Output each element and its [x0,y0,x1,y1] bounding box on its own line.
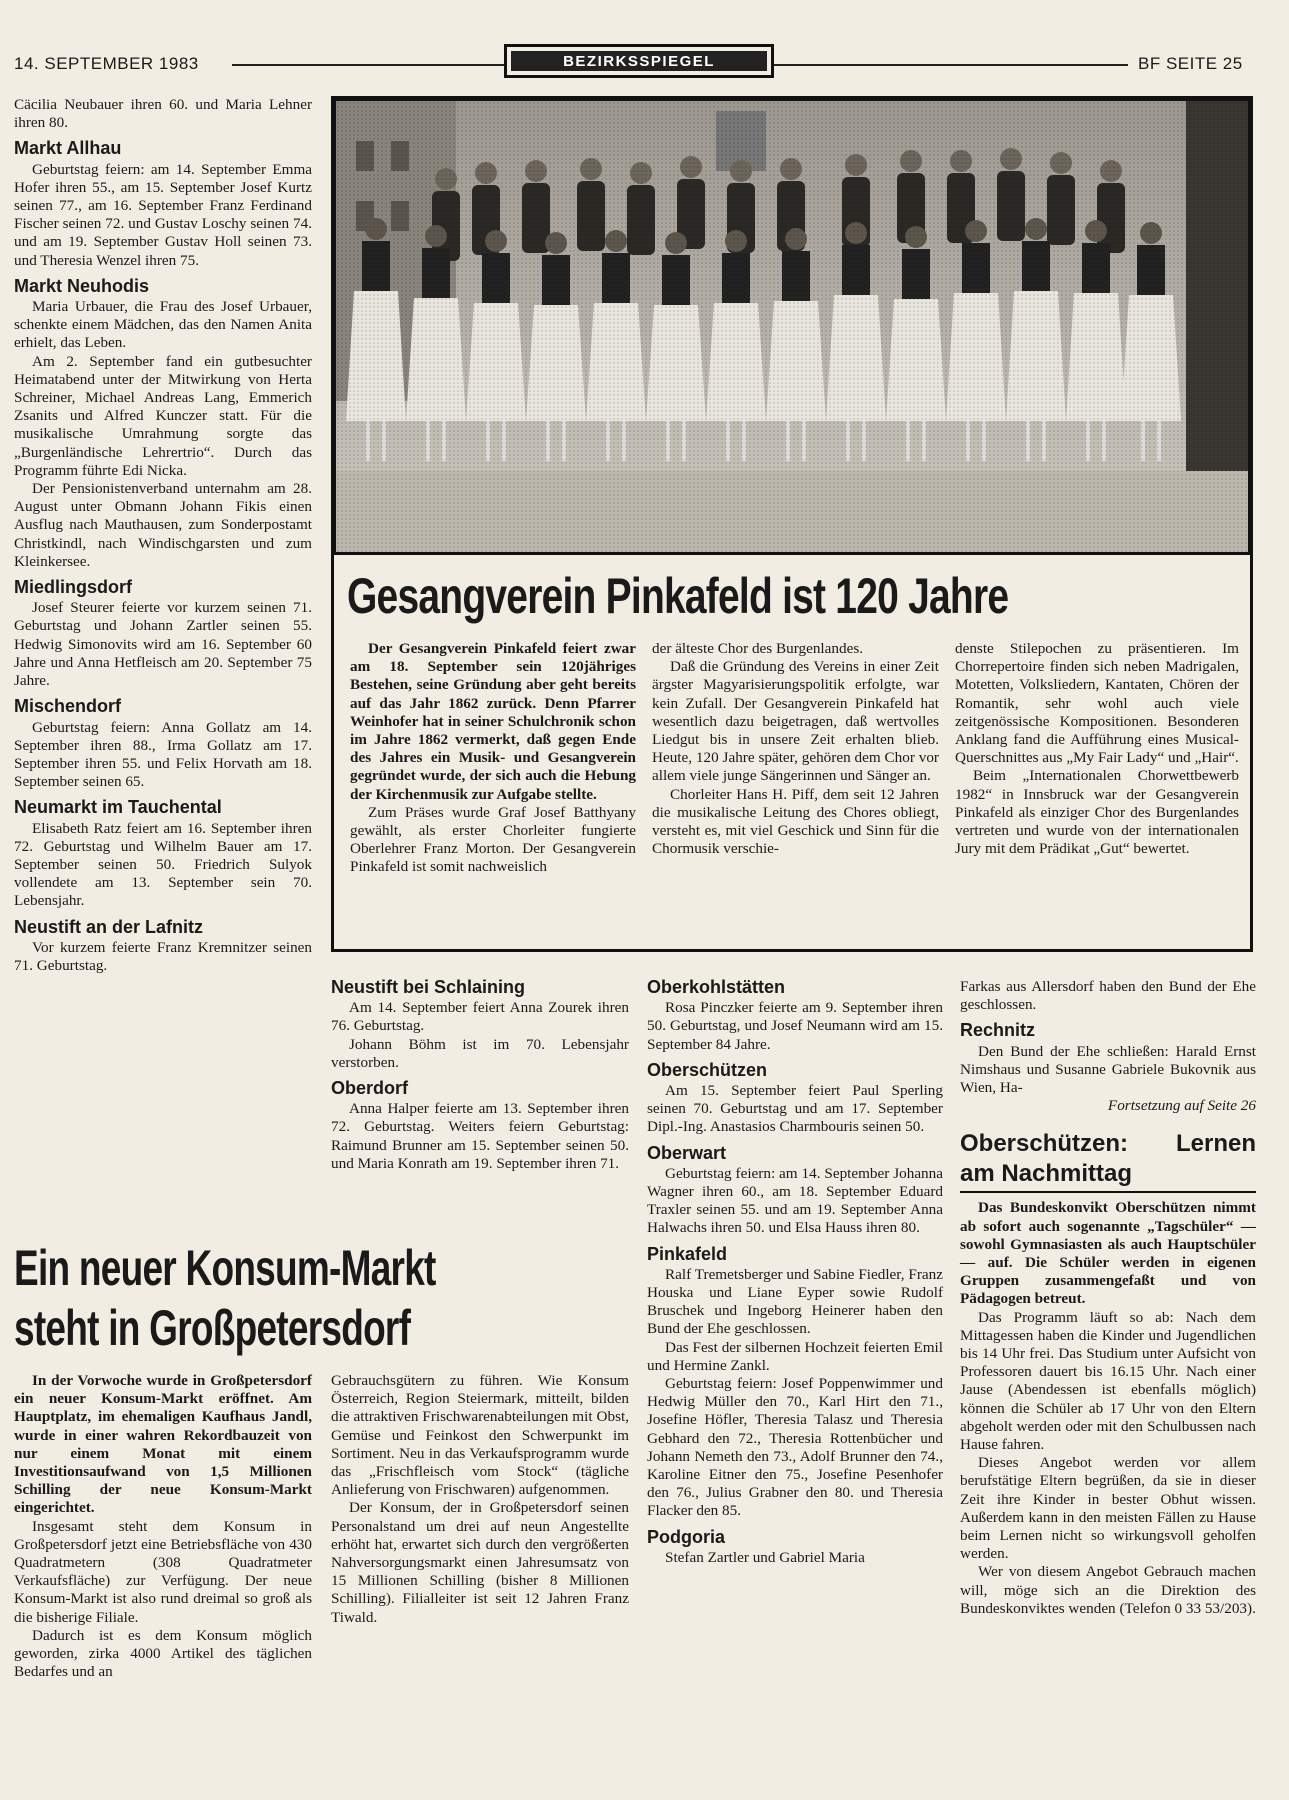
place-heading-markt-neuhodis: Markt Neuhodis [14,275,150,296]
oberschuetzen-text-4: Wer von diesem Angebot Gebrauch machen will, möge sich an die Direktion des Bundeskonviktes wenden (Telefon 0 33 53/203). [960,1563,1256,1617]
column-3-briefs [647,978,943,1567]
feature-column-1 [350,640,636,877]
markt-neuhodis-text-3: Der Pensionistenverband unternahm am 28. August unter Obmann Johann Fikis einen Ausflug nach Mauthausen, zum Sonderpostamt Christkindl, nach Windischgarsten und zum Kleinkersee. [14,480,312,570]
oberdorf-text: Anna Halper feierte am 13. September ihren 72. Geburtstag. Weiters feiern Geburtstag: Raimund Brunner am 15. September seinen 50. und Maria Konrath am 19. September ihren 71. [331,1100,629,1172]
column-4 [960,978,1256,1618]
feature-text-1b: Zum Präses wurde Graf Josef Batthyany gewählt, als erster Chorleiter fungierte Oberlehrer Franz Morton. Der Gesangverein Pinkafeld ist somit nachweislich [350,803,636,876]
konsum-column-1 [14,1372,312,1681]
markt-neuhodis-text-2: Am 2. September fand ein gutbesuchter Heimatabend unter der Mitwirkung von Herta Schreiner, Michael Andreas Lang, Emmerich Zsanits und Alfred Kunczer statt. Für die musikalische Umrahmung sorgte das „Burgenländische Lehrertrio“. Durch das Programm führte Edi Nicka. [14,352,312,479]
konsum-headline-wrap [14,1238,630,1368]
place-heading-oberwart: Oberwart [647,1142,727,1163]
konsum-headline-line-1: Ein neuer Konsum-Markt [14,1240,436,1296]
oberkohlstaetten-text: Rosa Pinczker feierte am 9. September ihren 50. Geburtstag, und Josef Neumann wird am 15. September 84 Jahre. [647,999,943,1053]
place-heading-oberschuetzen: Oberschützen [647,1059,768,1080]
column-2-briefs [331,978,629,1173]
section-badge [504,44,774,78]
oberschuetzen-headline: Oberschützen: Lernen am Nachmittag [960,1129,1256,1193]
left-column [14,96,312,975]
feature-text-2a: der älteste Chor des Burgenlandes. [652,640,864,657]
continued-note: Fortsetzung auf Seite 26 [1107,1097,1256,1115]
choir-photo [333,98,1251,555]
place-heading-podgoria: Podgoria [647,1526,726,1547]
place-heading-pinkafeld: Pinkafeld [647,1243,728,1264]
neustift-lafnitz-text: Vor kurzem feierte Franz Kremnitzer seinen 71. Geburtstag. [14,938,312,974]
place-heading-neumarkt: Neumarkt im Tauchental [14,797,222,818]
choir-photo-image [336,101,1248,552]
page-number: BF SEITE 25 [1138,54,1243,73]
place-heading-neustift-lafnitz: Neustift an der Lafnitz [14,916,204,937]
oberschuetzen-text: Am 15. September feiert Paul Sperling seinen 70. Geburtstag und am 17. September Dipl.-Ing. Anastasios Charmbouris seinen 50. [647,1082,943,1136]
issue-date: 14. SEPTEMBER 1983 [14,54,199,73]
section-title: BEZIRKSSPIEGEL [511,51,767,71]
markt-neuhodis-text-1: Maria Urbauer, die Frau des Josef Urbauer, schenkte einem Mädchen, das den Namen Anita erhielt, das Leben. [14,298,312,352]
header-rule-left [232,64,504,66]
place-heading-mischendorf: Mischendorf [14,696,122,717]
feature-lead: Der Gesangverein Pinkafeld feiert zwar am 18. September sein 120jähriges Bestehen, seine Gründung aber geht bereits auf das Jahr 1862 zurück. Denn Pfarrer Weinhofer hat in seiner Schulchronik schon im Jahre 1862 vermerkt, daß gegen Ende des Jahres ein Musik- und Gesangverein gegründet wurde, der sich auch die Hebung der Kirchenmusik zur Aufgabe stellte. [350,640,636,803]
oberschuetzen-lead: Das Bundeskonvikt Oberschützen nimmt ab sofort auch sogenannte „Tagschüler“ — sowohl Gymnasiasten als auch Hauptschüler — auf. Die Schüler werden in eigenen Gruppen zusammengefaßt und von Pädagogen betreut. [960,1199,1256,1308]
feature-headline-wrap [347,566,1247,636]
pinkafeld-text-2: Das Fest der silbernen Hochzeit feierten Emil und Hermine Zankl. [647,1338,943,1374]
podgoria-text: Stefan Zartler und Gabriel Maria [665,1548,865,1566]
rechnitz-text: Den Bund der Ehe schließen: Harald Ernst Nimshaus und Susanne Gabriele Bukovnik aus Wien, Ha- [960,1042,1256,1097]
place-heading-oberdorf: Oberdorf [331,1078,409,1099]
konsum-headline-line-2: steht in Großpetersdorf [14,1300,411,1356]
intro-text: Cäcilia Neubauer ihren 60. und Maria Lehner ihren 80. [14,96,312,132]
oberschuetzen-text-2: Das Programm läuft so ab: Nach dem Mittagessen haben die Kinder und Jugendlichen bis 14 Uhr frei. Das Studium unter Aufsicht von Professoren dauert bis 16.15 Uhr. Nach einer Jause (Abendessen ist ebenfalls möglich) können die Schüler ab 17 Uhr von den Eltern abgeholt werden oder mit den Schulbussen nach Hause fahren. [960,1308,1256,1454]
pinkafeld-text-1: Ralf Tremetsberger und Sabine Fiedler, Franz Houska und Liane Eyper sowie Rudolf Bruschek und Ingeborg Heinerer haben den Bund der Ehe geschlossen. [647,1265,943,1338]
feature-column-3 [955,640,1239,858]
markt-allhau-text: Geburtstag feiern: am 14. September Emma Hofer ihren 55., am 15. September Josef Kurtz seinen 77., am 16. September Franz Ferdinand Fischer seinen 72. und Gustav Loschy seinen 74. und am 19. September Gustav Holl seinen 73. und Theresia Wenzel ihren 75. [14,160,312,269]
neumarkt-text: Elisabeth Ratz feiert am 16. September ihren 72. Geburtstag und Wilhelm Bauer am 17. September seinen 50. Friedrich Sulyok vollendete am 13. September sein 70. Lebensjahr. [14,819,312,910]
oberschuetzen-text-3: Dieses Angebot werden vor allem berufstätige Eltern begrüßen, da sie in dieser Zeit ihre Kinder in bester Obhut wissen. Außerdem kann in den meisten Fällen zu Hause beim Lernen nicht so wirkungsvoll geholfen werden. [960,1454,1256,1563]
konsum-lead: In der Vorwoche wurde in Großpetersdorf ein neuer Konsum-Markt eröffnet. Am Hauptplatz, im ehemaligen Kaufhaus Jandl, wurde in einer wahren Rekordbauzeit von nur einem Monat mit einem Investitionsaufwand von 1,5 Millionen Schilling der neue Konsum-Markt eingerichtet. [14,1372,312,1517]
miedlingsdorf-text: Josef Steurer feierte vor kurzem seinen 71. Geburtstag und Johann Zartler seinen 55. Hedwig Simonovits wird am 16. September 60 Jahre und Anna Hetfleisch am 20. September 75 Jahre. [14,599,312,690]
place-heading-markt-allhau: Markt Allhau [14,138,122,159]
oberwart-text: Geburtstag feiern: am 14. September Johanna Wagner ihren 60., am 18. September Eduard Traxler seinen 55. und am 19. September Anna Halwachs ihren 50. und Elsa Hauss ihren 80. [647,1164,943,1237]
konsum-text-3: Dadurch ist es dem Konsum möglich geworden, zirka 4000 Artikel des täglichen Bedarfes und an [14,1626,312,1681]
place-heading-neustift-schlaining: Neustift bei Schlaining [331,977,526,997]
konsum-text-5: Der Konsum, der in Großpetersdorf seinen Personalstand um drei auf neun Angestellte erhöht hat, erwartet sich durch den vergrößerten Nahversorgungsmarkt einen Jahresumsatz von 15 Millionen Schilling (bisher 8 Millionen Schilling). Filialleiter ist seit 12 Jahren Franz Tiwald. [331,1499,629,1626]
feature-text-2b: Daß die Gründung des Vereins in einer Zeit ärgster Magyarisierungspolitik erfolgte, war kein Zufall. Der Gesangverein Pinkafeld hat wesentlich dazu beigetragen, daß wertvolles Liedgut bis in unsere Zeit erhalten blieb. Heute, 120 Jahre später, gehören dem Chor vor allem viele junge Sängerinnen und Sänger an. [652,658,939,785]
place-heading-miedlingsdorf: Miedlingsdorf [14,577,132,598]
konsum-text-2: Insgesamt steht dem Konsum in Großpetersdorf jetzt eine Betriebsfläche von 430 Quadratmetern (308 Quadratmeter Verkaufsfläche) zur Verfügung. Der neue Konsum-Markt ist also rund dreimal so groß als die bisherige Filiale. [14,1517,312,1626]
place-heading-oberkohlstaetten: Oberkohlstätten [647,977,786,997]
feature-headline: Gesangverein Pinkafeld ist 120 Jahre [347,568,1009,624]
mischendorf-text: Geburtstag feiern: Anna Gollatz am 14. September ihren 88., Irma Gollatz am 17. September ihren 55. und Felix Horvath am 18. September seinen 65. [14,718,312,791]
column-4-continuation: Farkas aus Allersdorf haben den Bund der Ehe geschlossen. [960,978,1256,1014]
konsum-column-2 [331,1372,629,1627]
place-heading-rechnitz: Rechnitz [960,1020,1036,1041]
feature-text-3a: denste Stilepochen zu präsentieren. Im Chorrepertoire finden sich neben Madrigalen, Motetten, Volksliedern, Kantaten, Chören der Romantik, sehr wohl auch viele zeitgenössische Kompositionen. Besonderen Anklang fand die Aufführung eines Musical-Querschnittes aus „My Fair Lady“ und „Hair“. [955,640,1239,767]
header-rule-right [774,64,1128,66]
feature-column-2 [652,640,939,858]
konsum-text-4: Gebrauchsgütern zu führen. Wie Konsum Österreich, Region Steiermark, mitteilt, bilden die attraktiven Frischwarenabteilungen mit Obst, Gemüse und Feinkost den Schwerpunkt im Sortiment. Neu in das Verkaufsprogramm wurde das „Frischfleisch vom Stock“ (tägliche Anlieferung von Frischwaren) aufgenommen. [331,1372,629,1499]
feature-text-2c: Chorleiter Hans H. Piff, dem seit 12 Jahren die musikalische Leitung des Chores obliegt, versteht es, mit viel Geschick und Sinn für die Chormusik verschie- [652,785,939,858]
pinkafeld-text-3: Geburtstag feiern: Josef Poppenwimmer und Hedwig Müller den 70., Karl Hirt den 71., Josefine Höfler, Theresia Talasz und Theresia Gebhard den 72., Theresia Rottenbücher und Johann Nemeth den 73., Adolf Brunner den 74., Karoline Eitner den 75., Josefine Pesenhofer den 76., Julius Grabner den 80. und Theresia Flacker den 85. [647,1375,943,1520]
neustift-schlaining-text-2: Johann Böhm ist im 70. Lebensjahr verstorben. [331,1035,629,1071]
feature-text-3b: Beim „Internationalen Chorwettbewerb 1982“ in Innsbruck war der Gesangverein Pinkafeld als einziger Chor des Burgenlandes vertreten und wurde von der internationalen Jury mit dem Prädikat „Gut“ bewertet. [955,767,1239,858]
neustift-schlaining-text-1: Am 14. September feiert Anna Zourek ihren 76. Geburtstag. [331,999,629,1035]
